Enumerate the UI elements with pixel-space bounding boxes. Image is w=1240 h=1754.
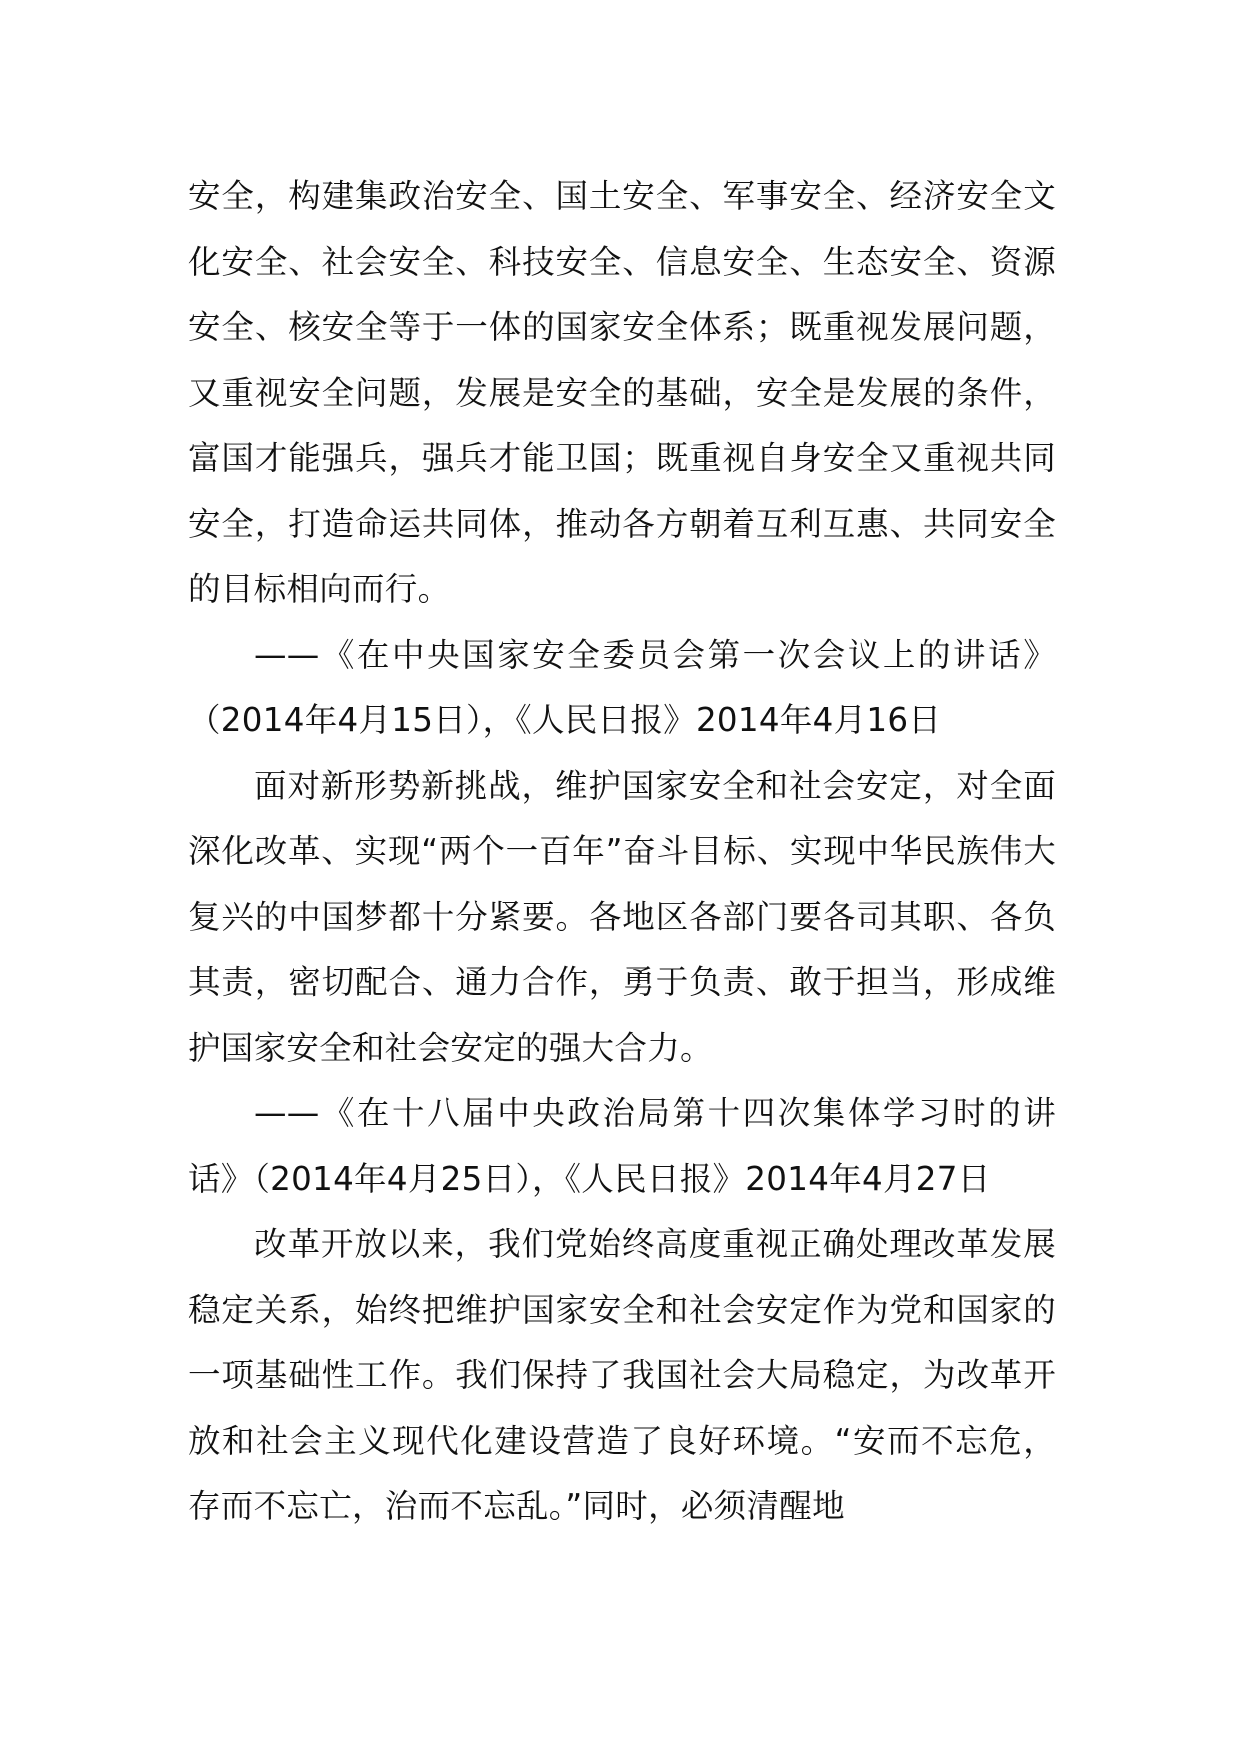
- body-paragraph: 面对新形势新挑战，维护国家安全和社会安定，对全面深化改革、实现“两个一百年”奋斗目标、实现中华民族伟大复兴的中国梦都十分紧要。各地区各部门要各司其职、各负其责，密切配合、通力合作，勇于负责、敢于担当，形成维护国家安全和社会安定的强大合力。: [188, 766, 1056, 1067]
- body-paragraph: 安全，构建集政治安全、国土安全、军事安全、经济安全文化安全、社会安全、科技安全、信息安全、生态安全、资源安全、核安全等于一体的国家安全体系；既重视发展问题，又重视安全问题，发展是安全的基础，安全是发展的条件，富国才能强兵，强兵才能卫国；既重视自身安全又重视共同安全，打造命运共同体，推动各方朝着互利互惠、共同安全的目标相向而行。: [188, 177, 1056, 608]
- body-paragraph: 改革开放以来，我们党始终高度重视正确处理改革发展稳定关系，始终把维护国家安全和社会安定作为党和国家的一项基础性工作。我们保持了我国社会大局稳定，为改革开放和社会主义现代化建设营造了良好环境。“安而不忘危，存而不忘亡，治而不忘乱。”同时，必须清醒地: [188, 1225, 1056, 1525]
- citation-paragraph: ——《在中央国家安全委员会第一次会议上的讲话》（2014年4月15日），《人民日报》2014年4月16日: [188, 635, 1056, 739]
- citation-paragraph: ——《在十八届中央政治局第十四次集体学习时的讲话》（2014年4月25日），《人民日报》2014年4月27日: [188, 1094, 1056, 1198]
- document-page: [188, 164, 1056, 1540]
